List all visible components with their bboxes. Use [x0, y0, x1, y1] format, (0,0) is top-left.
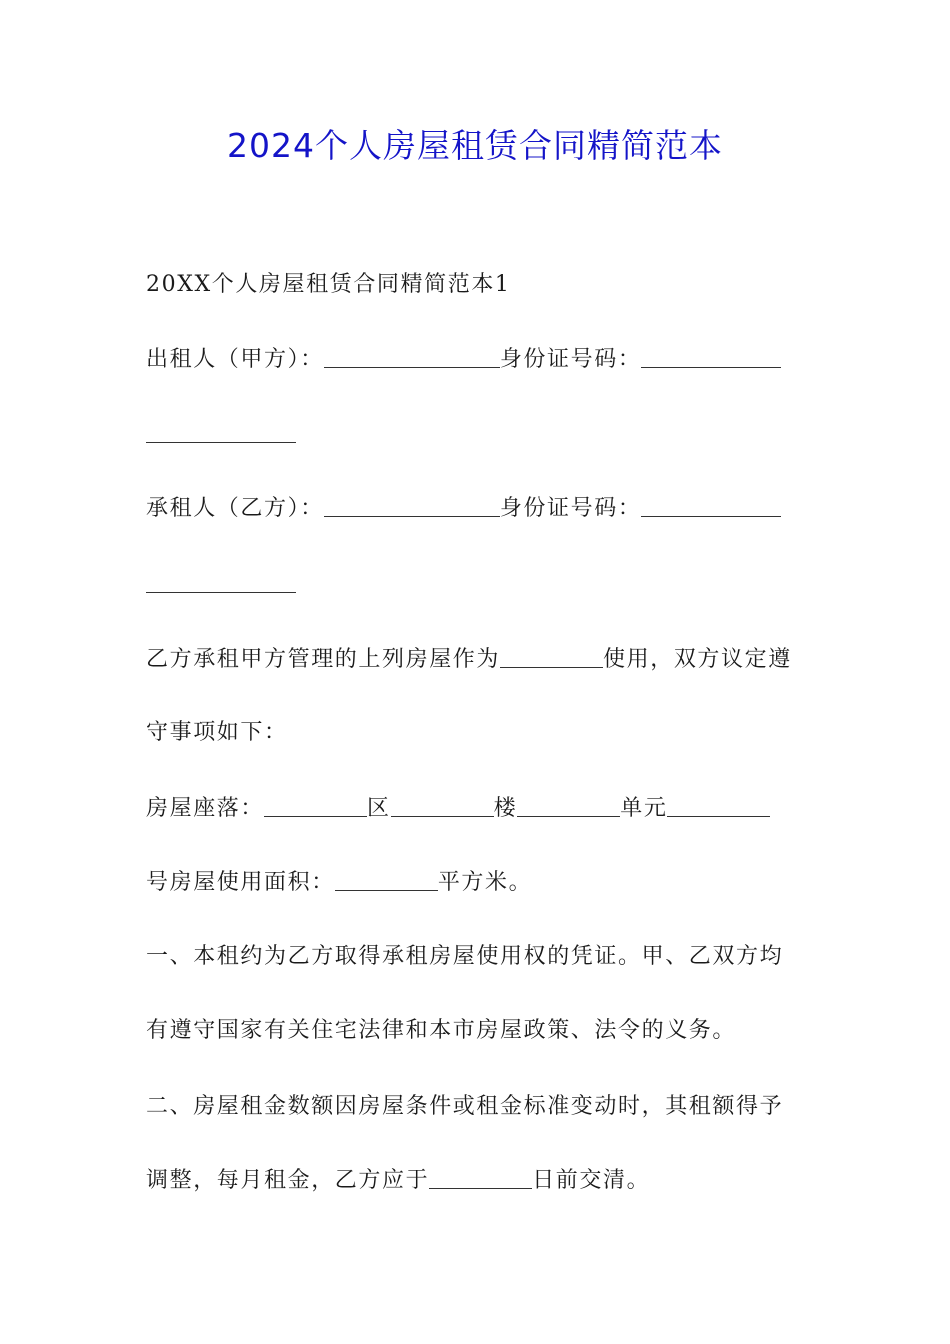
area-blank[interactable] [335, 870, 438, 891]
area-label: 号房屋使用面积： [146, 870, 335, 895]
lessee-id-blank[interactable] [641, 496, 781, 517]
usage-blank[interactable] [500, 647, 603, 668]
lessor-label: 出租人（甲方）： [146, 347, 324, 372]
clause-2-text-end: 日前交清。 [532, 1168, 651, 1193]
clause-2-line-1: 二、房屋租金数额因房屋条件或租金标准变动时，其租额得予 [146, 1094, 784, 1119]
lessee-name-blank[interactable] [324, 496, 500, 517]
clause-2-line-2 [146, 1166, 806, 1196]
location-line [146, 794, 806, 824]
lessee-id-label: 身份证号码： [499, 496, 642, 521]
district-label: 区 [367, 796, 391, 821]
district-blank[interactable] [264, 796, 367, 817]
area-line [146, 868, 806, 898]
lessor-id-blank-cont[interactable] [146, 422, 296, 443]
location-label: 房屋座落： [146, 796, 265, 821]
payment-day-blank[interactable] [429, 1168, 532, 1189]
usage-line [146, 645, 806, 675]
lessor-id-continuation [146, 420, 806, 450]
building-blank[interactable] [391, 796, 494, 817]
clause-1-line-2: 有遵守国家有关住宅法律和本市房屋政策、法令的义务。 [146, 1018, 737, 1043]
building-label: 楼 [493, 796, 518, 821]
lessee-label: 承租人（乙方）： [146, 496, 324, 521]
clause-1-line-1: 一、本租约为乙方取得承租房屋使用权的凭证。甲、乙双方均 [146, 944, 784, 969]
lessor-id-label: 身份证号码： [499, 347, 642, 372]
lessor-id-blank[interactable] [641, 347, 781, 368]
usage-line-2: 守事项如下： [146, 720, 288, 745]
lessor-line [146, 345, 806, 375]
room-blank[interactable] [667, 796, 770, 817]
clause-2-text: 调整，每月租金，乙方应于 [146, 1168, 430, 1193]
lessor-name-blank[interactable] [324, 347, 500, 368]
section-heading: 20XX个人房屋租赁合同精简范本1 [146, 272, 511, 297]
usage-text-end: 使用，双方议定遵 [603, 647, 792, 672]
lessee-id-continuation [146, 570, 806, 600]
lessee-line [146, 494, 806, 524]
area-unit: 平方米。 [437, 870, 533, 895]
unit-blank[interactable] [517, 796, 620, 817]
lessee-id-blank-cont[interactable] [146, 572, 296, 593]
document-title: 2024个人房屋租赁合同精简范本 [227, 126, 723, 165]
usage-text: 乙方承租甲方管理的上列房屋作为 [146, 647, 501, 672]
unit-label: 单元 [620, 796, 668, 821]
